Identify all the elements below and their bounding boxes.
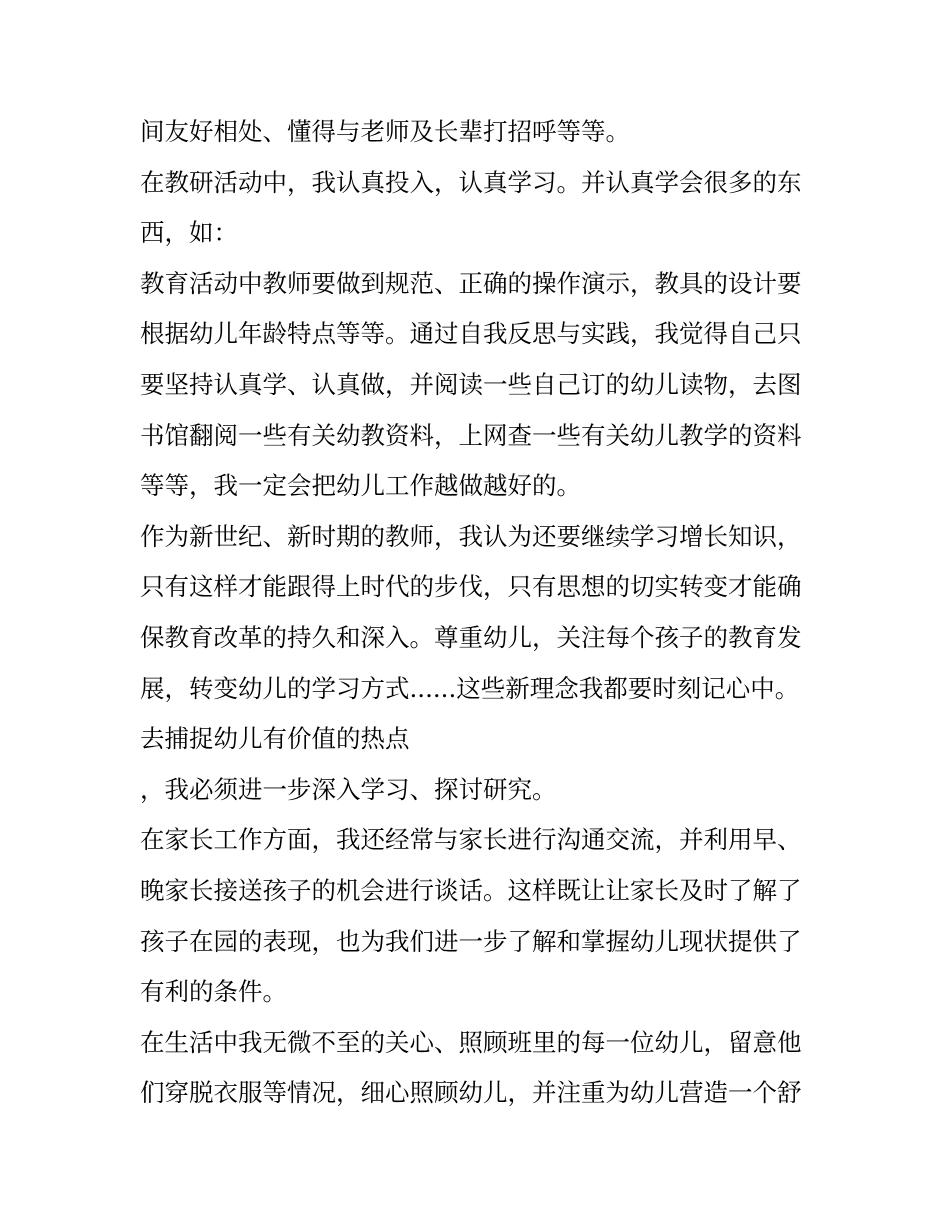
text-line: 西，如： xyxy=(140,218,238,248)
text-line: 展，转变幼儿的学习方式......这些新理念我都要时刻记心中。 xyxy=(140,673,800,703)
text-line: 在生活中我无微不至的关心、照顾班里的每一位幼儿，留意他 xyxy=(140,1027,802,1057)
text-line: 书馆翻阅一些有关幼教资料，上网查一些有关幼儿教学的资料 xyxy=(140,420,802,450)
text-line: 在教研活动中，我认真投入，认真学习。并认真学会很多的东 xyxy=(140,167,802,197)
text-line: 晚家长接送孩子的机会进行谈话。这样既让让家长及时了解了 xyxy=(140,875,802,905)
text-line: 有利的条件。 xyxy=(140,977,287,1007)
text-line: 只有这样才能跟得上时代的步伐，只有思想的切实转变才能确 xyxy=(140,572,802,602)
text-line: 在家长工作方面，我还经常与家长进行沟通交流，并利用早、 xyxy=(140,825,802,855)
text-line: 教育活动中教师要做到规范、正确的操作演示，教具的设计要 xyxy=(140,268,802,298)
text-line: 孩子在园的表现，也为我们进一步了解和掌握幼儿现状提供了 xyxy=(140,926,802,956)
text-line: 作为新世纪、新时期的教师，我认为还要继续学习增长知识， xyxy=(140,521,802,551)
text-line: 去捕捉幼儿有价值的热点 xyxy=(140,724,410,754)
text-line: 等等，我一定会把幼儿工作越做越好的。 xyxy=(140,471,581,501)
text-line: 根据幼儿年龄特点等等。通过自我反思与实践，我觉得自己只 xyxy=(140,319,802,349)
text-line: 保教育改革的持久和深入。尊重幼儿，关注每个孩子的教育发 xyxy=(140,622,802,652)
text-line: 间友好相处、懂得与老师及长辈打招呼等等。 xyxy=(140,117,630,146)
text-line: 们穿脱衣服等情况，细心照顾幼儿，并注重为幼儿营造一个舒 xyxy=(140,1078,802,1108)
body-text xyxy=(140,107,820,1119)
text-line: ，我必须进一步深入学习、探讨研究。 xyxy=(140,774,557,804)
text-line: 要坚持认真学、认真做，并阅读一些自己订的幼儿读物，去图 xyxy=(140,369,802,399)
